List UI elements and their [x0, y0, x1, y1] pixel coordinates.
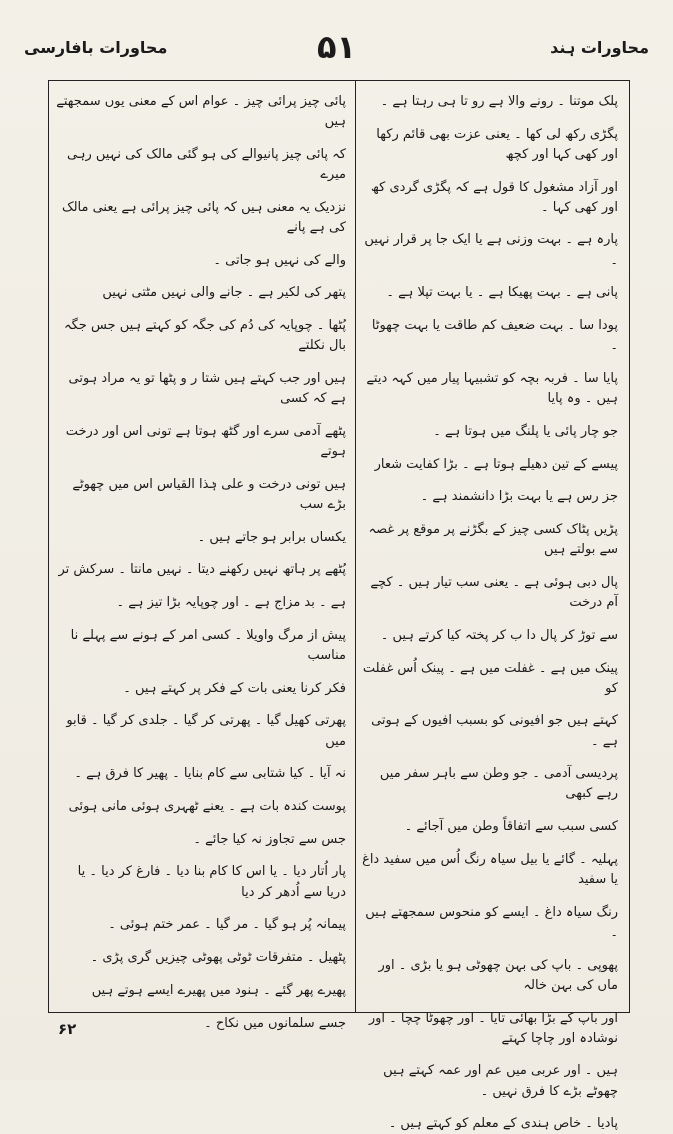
footer-page-label: ۶۲ — [58, 1020, 77, 1038]
right-column-line: کسی سبب سے اتفاقاً وطن میں آجائے ۔ — [404, 819, 618, 835]
left-column-line: یکساں برابر ہو جاتے ہیں ۔ — [197, 529, 346, 545]
right-column — [362, 92, 618, 1132]
left-column-line: ہیں تونی درخت و علی ہٰذا القیاس اس میں چھوٹے بڑے سب — [72, 476, 346, 512]
right-column-line: ہیں ۔ اور عربی میں عم اور عمہ کہتے ہیں چھوٹے بڑے کا فرق نہیں ۔ — [383, 1063, 618, 1099]
right-column-line: سے توڑ کر پال دا ب کر پختہ کیا کرتے ہیں ۔ — [380, 627, 618, 643]
left-column-line: نزدیک یہ معنی ہیں کہ پائی چیز پرائی ہے یعنی مالک کی ہے پانے — [61, 199, 346, 235]
left-column-line: کہ پائی چیز پانیوالے کی ہو گئی مالک کی نہیں رہی میرے — [67, 146, 346, 183]
right-column-line: اور باپ کے بڑا بھائی تایا ۔ اور چھوٹا چچا ۔ اور نوشادہ اور چاچا کہتے — [368, 1010, 618, 1046]
left-column-line: پُٹھا ۔ چوپایہ کی دُم کی جگہ کو کہتے ہیں جس جگہ بال نکلتے — [64, 318, 346, 354]
right-column-line: اور آزاد مشغول کا قول ہے کہ پگڑی گردی کھ اور کھی کہا ۔ — [370, 179, 618, 215]
column-divider — [355, 80, 356, 1013]
right-column-line: جو چار پائی یا پلنگ میں ہوتا ہے ۔ — [433, 423, 618, 439]
right-column-line: رنگ سیاہ داغ ۔ ایسے کو منحوس سمجھتے ہیں ۔ — [365, 904, 618, 940]
left-column-line: نہ آیا ۔ کیا شتابی سے کام بنایا ۔ پھیر کا فرق ہے ۔ — [74, 766, 346, 782]
left-column-line: پیمانہ پُر ہو گیا ۔ مر گیا ۔ عمر ختم ہوئی ۔ — [108, 917, 346, 933]
right-column-line: پہلیہ ۔ گائے یا بیل سیاہ رنگ اُس میں سفید داغ یا سفید — [362, 851, 618, 888]
left-column-line: پٹھے آدمی سرے اور گٹھ ہوتا ہے تونی اس اور درخت ہوتے — [65, 423, 346, 459]
left-column-line: پائی چیز پرائی چیز ۔ عوام اس کے معنی یوں سمجھتے ہیں — [56, 94, 346, 130]
left-column-line: پُٹھے پر ہاتھ نہیں رکھنے دیتا ۔ نہیں مانتا ۔ سرکش تر — [58, 562, 346, 578]
right-column-line: پانی ہے ۔ بہت پھیکا ہے ۔ یا بہت تپلا ہے ۔ — [386, 285, 618, 301]
right-column-line: پگڑی رکھ لی کھا ۔ یعنی عزت بھی قائم رکھا اور کھی کہا اور کچھ — [376, 126, 618, 162]
left-column-line: پار اُتار دیا ۔ یا اس کا کام بنا دیا ۔ فارغ کر دیا ۔ یا دریا سے اُدھر کر دیا — [77, 864, 346, 900]
right-column-line: جز رس ہے یا بہت بڑا دانشمند ہے ۔ — [420, 489, 618, 505]
left-column-line: جسے سلمانوں میں نکاح ۔ — [204, 1015, 346, 1031]
page-number: ۵۱ — [316, 28, 357, 66]
right-column-line: پردیسی آدمی ۔ جو وطن سے باہر سفر میں رہے کبھی — [379, 766, 618, 802]
right-column-line: کہتے ہیں جو افیونی کو بسبب افیوں کے ہوتی ہے ۔ — [371, 713, 618, 749]
header-right-title: محاورات ہند — [550, 38, 649, 57]
left-column-line: پٹھیل ۔ متفرقات ٹوٹی پھوٹی چیزیں گری پڑی ۔ — [90, 950, 346, 966]
left-column-line: جس سے تجاوز نہ کیا جائے ۔ — [193, 831, 346, 847]
left-column-line: پتھر کی لکیر ہے ۔ جانے والی نہیں مٹتی نہیں — [102, 285, 346, 301]
right-column-line: پارہ ہے ۔ بہت وزنی ہے یا ایک جا پر قرار نہیں ۔ — [364, 232, 618, 268]
right-column-line: پینک میں ہے ۔ غفلت میں ہے ۔ پینک اُس غفلت کو — [362, 660, 618, 696]
right-column-line: پادیا ۔ خاص ہندی کے معلم کو کہتے ہیں ۔ — [388, 1116, 618, 1132]
left-column-line: پھیرے پھر گئے ۔ ہنود میں پھیرے ایسے ہوتے ہیں — [91, 982, 346, 998]
left-column-line: پوست کندہ بات ہے ۔ یعنے ٹھہری ہوئی مانی ہوئی — [68, 799, 346, 815]
right-column-line: پودا سا ۔ بہت ضعیف کم طاقت یا بہت چھوٹا ۔ — [371, 318, 618, 354]
right-column-line: پلک موتنا ۔ رونے والا ہے رو تا ہی رہتا ہے ۔ — [380, 94, 618, 109]
right-column-line: پھوپی ۔ باپ کی بہن چھوٹی ہو یا بڑی ۔ اور ماں کی بہن خالہ — [378, 957, 618, 993]
left-column-line: ہے ۔ بد مزاج ہے ۔ اور چوپایہ بڑا تیز ہے ۔ — [116, 595, 346, 611]
page-header — [24, 28, 649, 74]
left-column-line: پیش از مرگ واویلا ۔ کسی امر کے ہونے سے پہلے نا مناسب — [70, 627, 346, 663]
right-column-line: پیسے کے تین دھیلے ہوتا ہے ۔ بڑا کفایت شعار — [374, 456, 618, 472]
left-column-line: ہیں اور جب کہتے ہیں شتا ر و پٹھا تو یہ مراد ہوتی ہے کہ کسی — [68, 370, 346, 407]
left-column-line: پھرتی کھیل گیا ۔ پھرتی کر گیا ۔ جلدی کر گیا ۔ قابو میں — [66, 713, 346, 749]
right-column-line: پڑیں پٹاک کسی چیز کے بگڑنے پر موقع پر غصہ سے بولتے ہیں — [368, 522, 618, 558]
right-column-line: پایا سا ۔ فربہ بچہ کو تشبیہا پیار میں کہہ دیتے ہیں ۔ وہ پایا — [366, 370, 618, 407]
header-left-title: محاورات بافارسی — [24, 38, 168, 57]
left-column-line: والے کی نہیں ہو جاتی ۔ — [213, 252, 346, 268]
left-column-line: فکر کرنا یعنی بات کے فکر پر کہتے ہیں ۔ — [123, 680, 346, 696]
right-column-line: پال دبی ہوئی ہے ۔ یعنی سب تیار ہیں ۔ کچے آم درخت — [370, 574, 618, 611]
